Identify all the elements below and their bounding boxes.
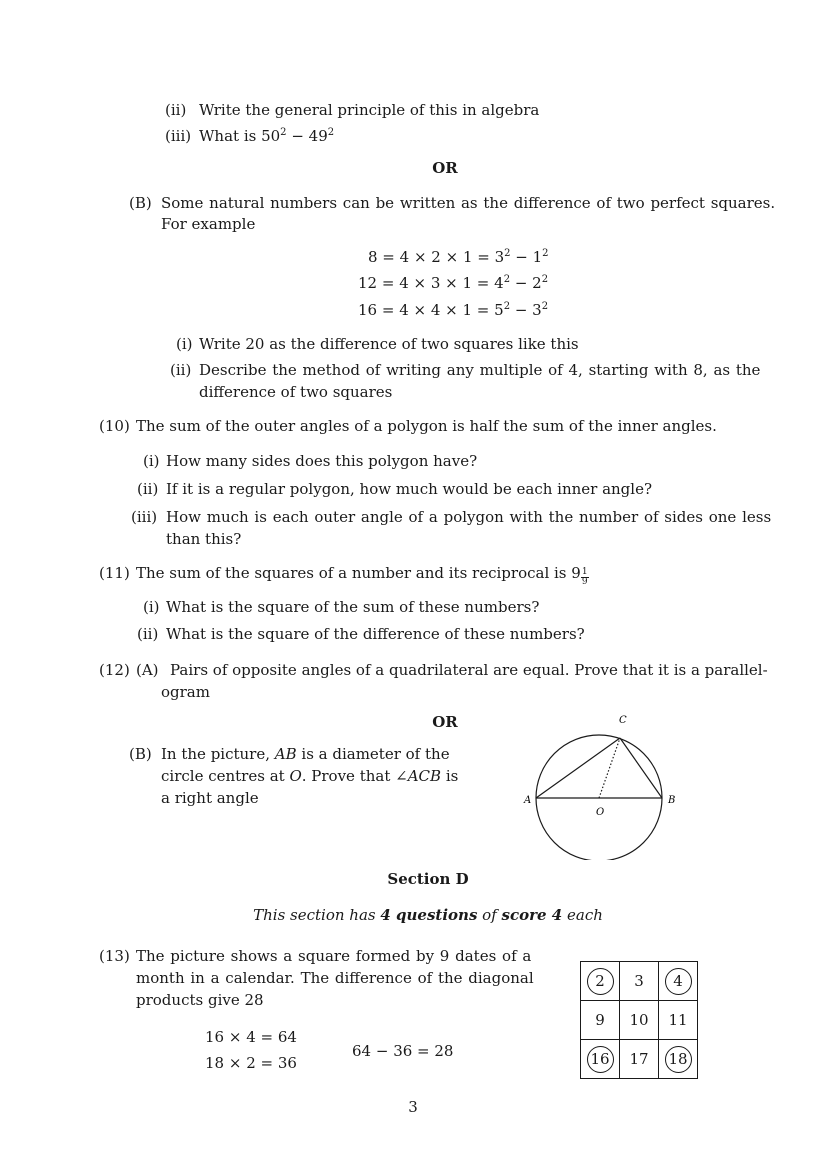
q12-or: OR (432, 713, 458, 731)
q13-line3: products give 28 (136, 991, 264, 1009)
calendar-square (580, 961, 698, 1079)
q9b-eq1: $8 = 4 \times 2 \times 1 = 3^2 - 1^2$ (368, 248, 549, 266)
section-d-title: Section D (387, 870, 469, 888)
q9b-line1: Some natural numbers can be written as the difference of two perfect squares. (161, 194, 776, 212)
calendar-cell (659, 962, 698, 1001)
chord-ac (536, 738, 620, 798)
q10-iii-num: (iii) (131, 508, 158, 526)
q13-calc3: 64 − 36 = 28 (352, 1042, 454, 1060)
q11-i-text: What is the square of the sum of these numbers? (166, 598, 540, 616)
q10-num: (10) (99, 417, 130, 435)
q13-calc1: 16 × 4 = 64 (205, 1028, 297, 1046)
q9b-i-text: Write 20 as the difference of two squares like this (199, 335, 579, 353)
q12a-line2: ogram (161, 683, 210, 701)
q12a-line1: Pairs of opposite angles of a quadrilateral are equal. Prove that it is a parallel- (170, 661, 768, 679)
q9b-eq3: $16 = 4 \times 4 \times 1 = 5^2 - 3^2$ (358, 301, 549, 319)
q10-text: The sum of the outer angles of a polygon is half the sum of the inner angles. (136, 417, 717, 435)
q11-text: The sum of the squares of a number and its reciprocal is 9 $\frac{1}{9}$ (136, 564, 588, 587)
q11-i-num: (i) (143, 598, 160, 616)
circled-date: 2 (587, 968, 614, 995)
q9-or: OR (432, 159, 458, 177)
calendar-cell (581, 962, 620, 1001)
q12-num: (12) (99, 661, 130, 679)
q13-calc2: 18 × 2 = 36 (205, 1054, 297, 1072)
chord-cb (620, 738, 662, 798)
q9a-iii-num: (iii) (165, 127, 192, 145)
q11-ii-num: (ii) (137, 625, 159, 643)
q12b-line1: In the picture, AB is a diameter of the (161, 745, 450, 763)
page-number: 3 (408, 1098, 418, 1116)
q9b-num: (B) (129, 194, 152, 212)
q12b-num: (B) (129, 745, 152, 763)
section-d-subtitle: This section has 4 questions of score 4 each (253, 906, 603, 924)
circle-diagram (515, 708, 695, 860)
circled-date: 18 (665, 1046, 692, 1073)
q9a-iii-text: What is $50^2 - 49^2$ (199, 127, 335, 145)
q9b-ii-line1: Describe the method of writing any multiple of 4, starting with 8, as the (199, 361, 761, 379)
q10-iii-line2: than this? (166, 530, 242, 548)
circled-date: 4 (665, 968, 692, 995)
q9b-ii-num: (ii) (170, 361, 192, 379)
q9b-line2: For example (161, 215, 256, 233)
q9a-ii-num: (ii) (165, 101, 187, 119)
q10-i-num: (i) (143, 452, 160, 470)
q13-line2: month in a calendar. The difference of the diagonal (136, 969, 534, 987)
q13-line1: The picture shows a square formed by 9 dates of a (136, 947, 532, 965)
q12b-line3: a right angle (161, 789, 259, 807)
q9a-ii-text: Write the general principle of this in algebra (199, 101, 540, 119)
label-o: O (596, 807, 605, 818)
label-c: C (619, 715, 627, 726)
calendar-cell: 11 (659, 1001, 698, 1040)
fraction: $\frac{1}{9}$ (581, 567, 588, 587)
q9b-ii-line2: difference of two squares (199, 383, 393, 401)
q9b-eq2: $12 = 4 \times 3 \times 1 = 4^2 - 2^2$ (358, 274, 549, 292)
q10-ii-text: If it is a regular polygon, how much would be each inner angle? (166, 480, 652, 498)
calendar-cell: 17 (620, 1040, 659, 1079)
q10-ii-num: (ii) (137, 480, 159, 498)
q12a-num: (A) (136, 661, 159, 679)
label-b: B (668, 795, 676, 806)
q10-i-text: How many sides does this polygon have? (166, 452, 478, 470)
calendar-cell: 3 (620, 962, 659, 1001)
q11-ii-text: What is the square of the difference of these numbers? (166, 625, 585, 643)
q10-iii-line1: How much is each outer angle of a polygon with the number of sides one less (166, 508, 772, 526)
circled-date: 16 (587, 1046, 614, 1073)
q13-num: (13) (99, 947, 130, 965)
q12b-line2: circle centres at O. Prove that ∠ACB is (161, 767, 459, 785)
radius-oc (599, 738, 620, 798)
label-a: A (524, 795, 532, 806)
calendar-cell: 9 (581, 1001, 620, 1040)
calendar-cell (659, 1040, 698, 1079)
q11-num: (11) (99, 564, 130, 582)
calendar-cell: 10 (620, 1001, 659, 1040)
calendar-cell (581, 1040, 620, 1079)
q9b-i-num: (i) (176, 335, 193, 353)
